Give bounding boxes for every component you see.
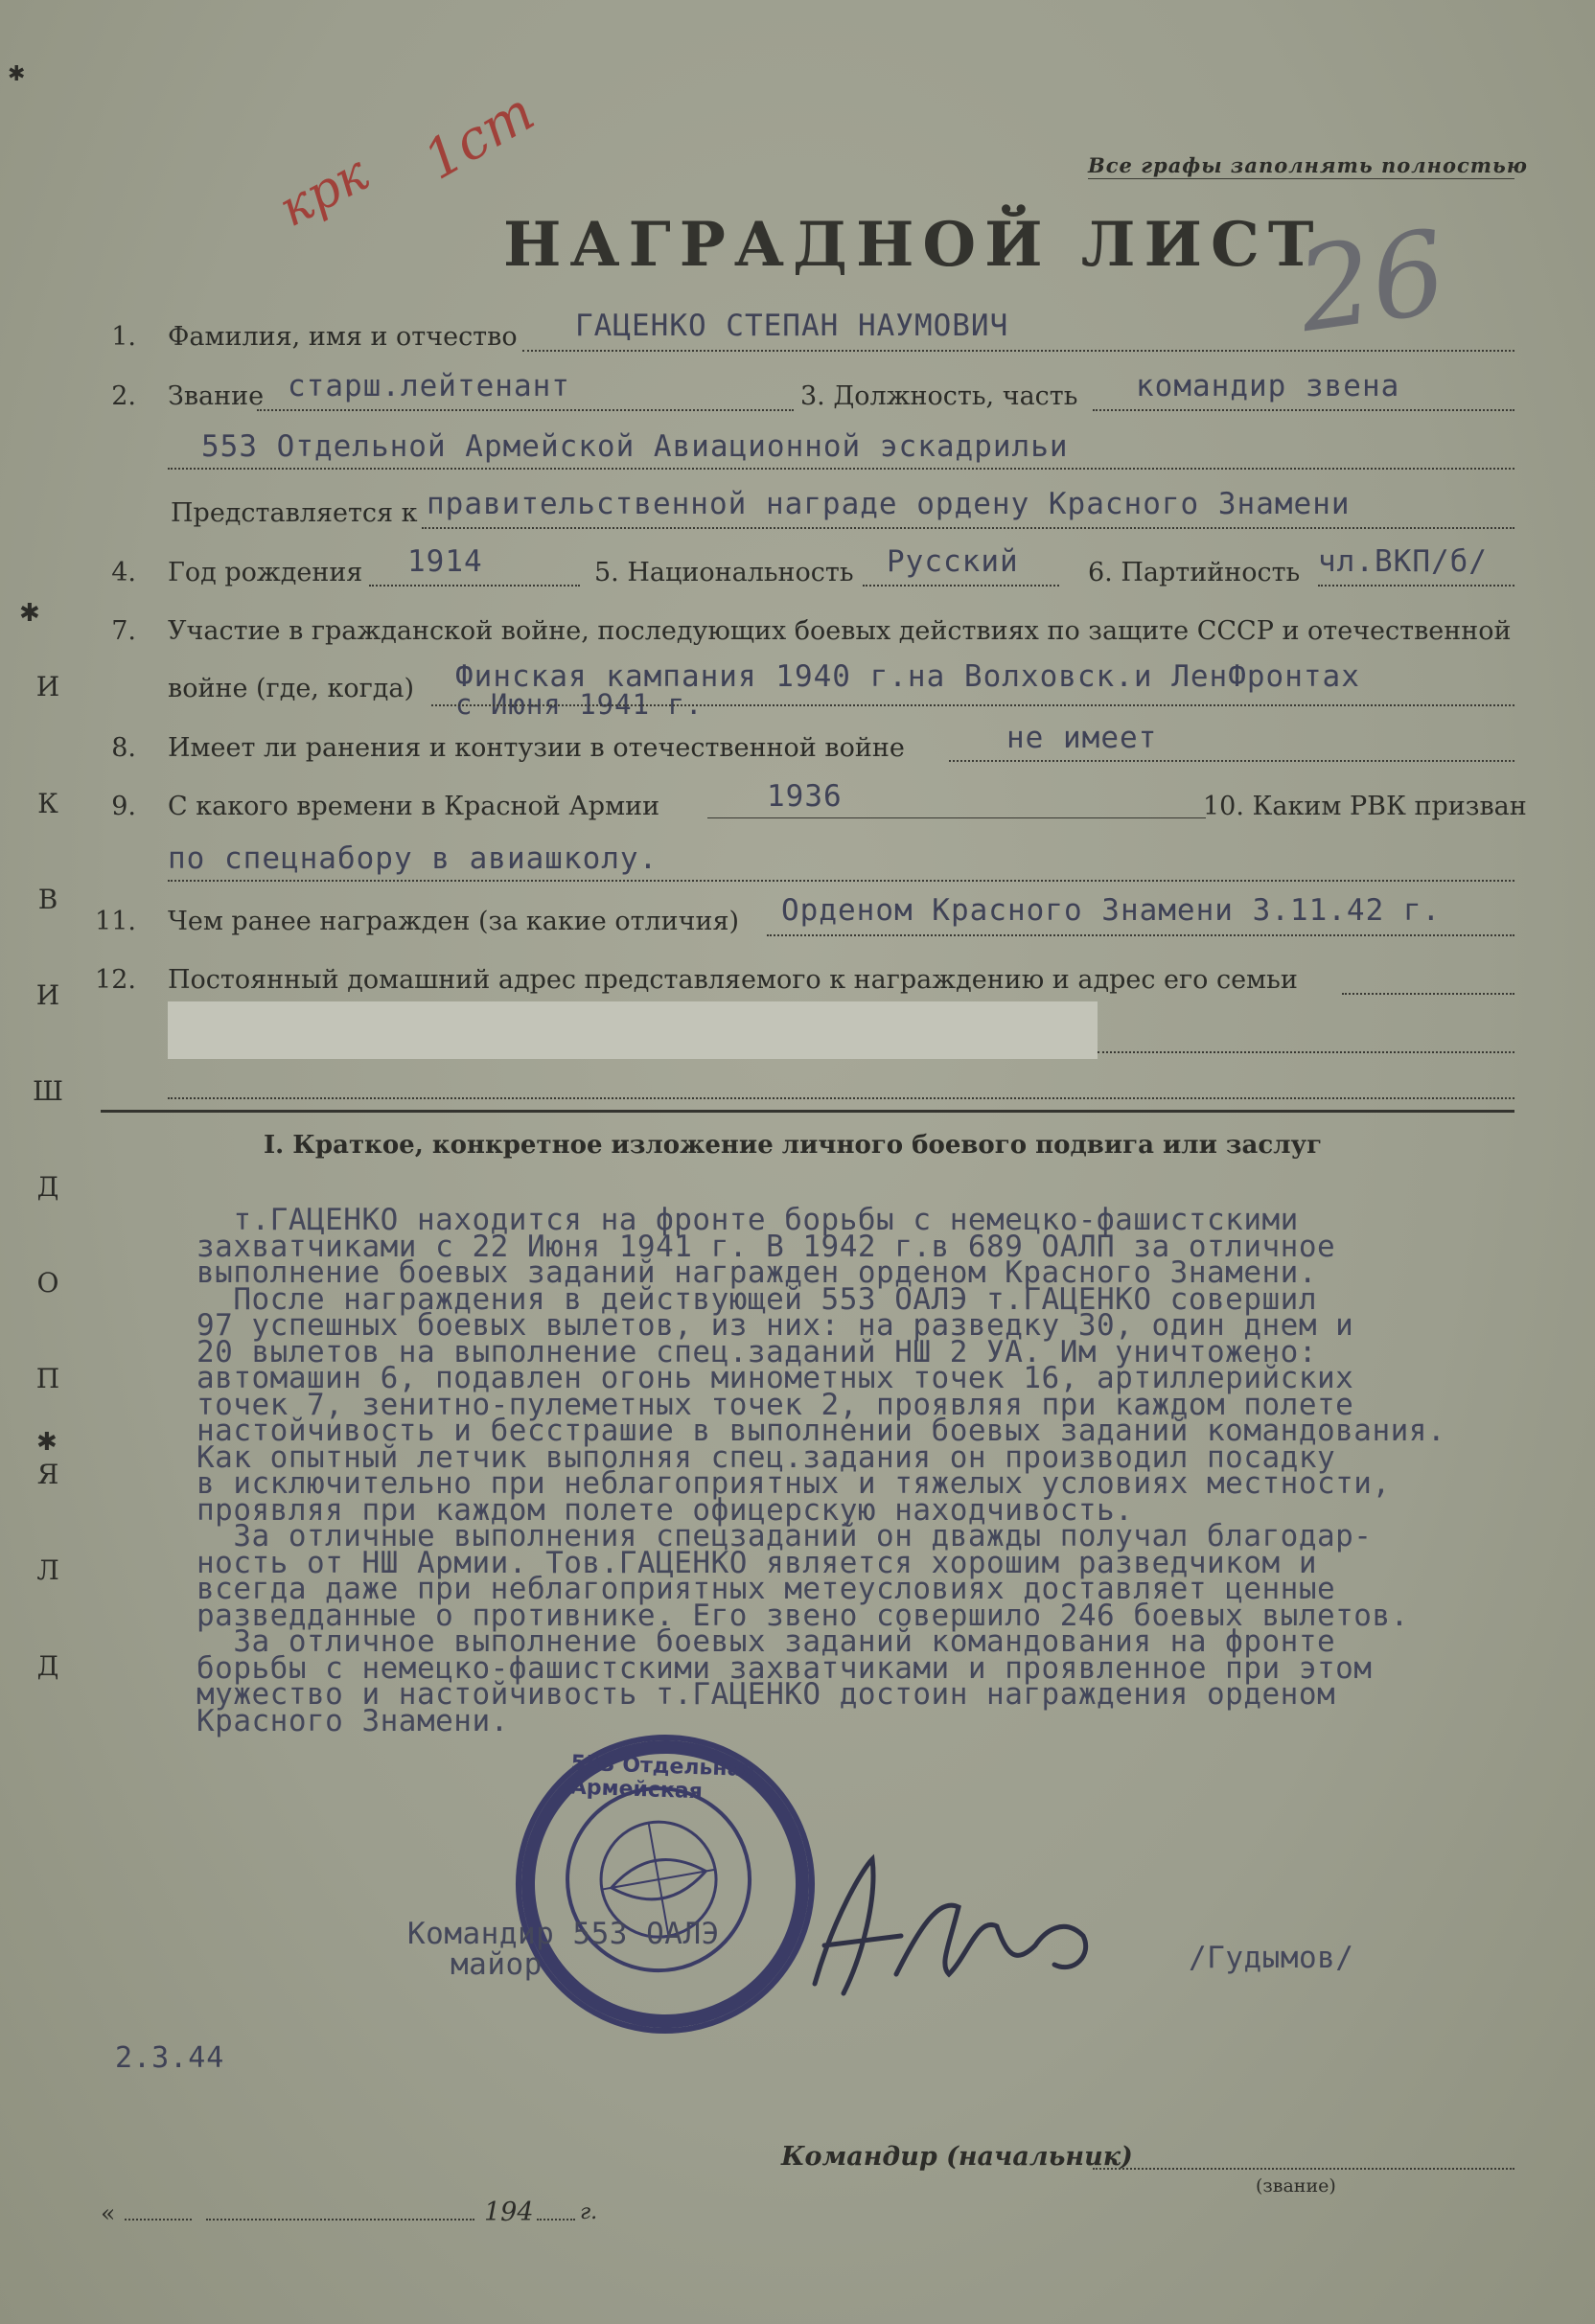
narrative-line: мужество и настойчивость т.ГАЦЕНКО достоин награждения орденом (196, 1677, 1336, 1712)
margin-letter: О (36, 1267, 59, 1299)
rank-caption: (звание) (1256, 2175, 1336, 2197)
handwritten-note-right: 1ст (413, 81, 545, 193)
margin-letter: Д (36, 1171, 59, 1203)
field-8-number: 8. (111, 733, 136, 763)
narrative-line: выполнение боевых заданий награжден орденом Красного Знамени. (196, 1255, 1317, 1290)
field-9-number: 9. (111, 792, 136, 821)
year-suffix: г. (580, 2200, 598, 2224)
field-1-number: 1. (111, 322, 136, 352)
narrative-text (196, 1203, 1446, 1738)
signatory-title: Командир 553 ОАЛЭ (407, 1917, 720, 1951)
field-6-value: чл.ВКП/б/ (1318, 544, 1488, 579)
field-7-label: Участие в гражданской войне, последующих боевых действиях по защите СССР и отечественной (168, 616, 1512, 646)
narrative-line: всегда даже при неблагоприятных метеусловиях доставляет ценные (196, 1572, 1336, 1606)
field-12-label: Постоянный домашний адрес представляемого к награждению и адрес его семьи (168, 965, 1298, 995)
signatory-name: /Гудымов/ (1189, 1941, 1354, 1975)
narrative-line: ность от НШ Армии. Тов.ГАЦЕНКО является хорошим разведчиком и (196, 1545, 1317, 1580)
margin-letter: К (37, 788, 58, 819)
document-date: 2.3.44 (115, 2041, 225, 2075)
narrative-line: Как опытный летчик выполняя спец.задания он производил посадку (196, 1439, 1336, 1475)
handwritten-signature (805, 1840, 1121, 2022)
punch-mark-icon: ✱ (36, 1428, 58, 1457)
field-11-number: 11. (95, 907, 136, 936)
narrative-line: После награждения в действующей 553 ОАЛЭ т.ГАЦЕНКО совершил (196, 1281, 1317, 1317)
field-2-number: 2. (111, 381, 136, 411)
field-5-value: Русский (887, 544, 1019, 579)
field-6-label: 6. Партийность (1088, 558, 1301, 587)
section-heading: I. Краткое, конкретное изложение личного боевого подвига или заслуг (264, 1131, 1323, 1160)
narrative-line: Красного Знамени. (196, 1703, 509, 1738)
date-quote: « (101, 2199, 116, 2227)
margin-letter: Д (36, 1650, 59, 1682)
field-8-value: не имеет (1006, 721, 1158, 755)
margin-letter: И (35, 979, 60, 1011)
official-seal (492, 1711, 838, 2057)
narrative-line: За отличные выполнения спецзаданий он дважды получал благодар- (196, 1519, 1373, 1553)
field-4-label: Год рождения (168, 558, 363, 587)
signatory-rank: майор (451, 1947, 543, 1982)
field-1-label: Фамилия, имя и отчество (168, 322, 518, 352)
page-title: НАГРАДНОЙ ЛИСТ (503, 209, 1323, 281)
narrative-line: захватчиками с 22 Июня 1941 г. В 1942 г.в 689 ОАЛП за отличное (196, 1229, 1336, 1264)
field-11-label: Чем ранее награжден (за какие отличия) (168, 907, 740, 936)
punch-mark-icon: ✱ (19, 599, 40, 628)
narrative-line: борьбы с немецко-фашистскими захватчиками и проявленное при этом (196, 1650, 1373, 1686)
narrative-line: настойчивость и бесстрашие в выполнении боевых заданий командования. (196, 1414, 1446, 1448)
field-3-label: 3. Должность, часть (800, 381, 1078, 411)
field-10-value: по спецнабору в авиашколу. (168, 841, 659, 876)
field-9-label: С какого времени в Красной Армии (168, 792, 660, 821)
handwritten-mark-number: 26 (1290, 206, 1454, 358)
field-7-number: 7. (111, 616, 136, 646)
narrative-line: автомашин 6, подавлен огонь минометных точек 16, артиллерийских (196, 1361, 1354, 1395)
header-instruction: Все графы заполнять полностью (1088, 153, 1528, 177)
field-12-number: 12. (95, 965, 136, 995)
narrative-line: За отличное выполнение боевых заданий командования на фронте (196, 1624, 1336, 1659)
field-1-value: ГАЦЕНКО СТЕПАН НАУМОВИЧ (575, 309, 1009, 343)
field-4-number: 4. (111, 558, 136, 587)
field-2-value: старш.лейтенант (288, 369, 570, 403)
narrative-line: проявляя при каждом полете офицерскую находчивость. (196, 1492, 1134, 1528)
field-3-value-cont: 553 Отдельной Армейской Авиационной эскадрильи (201, 429, 1069, 464)
margin-letter: П (35, 1363, 60, 1394)
narrative-line: точек 7, зенитно-пулеметных точек 2, проявляя при каждом полете (196, 1387, 1354, 1422)
punch-mark-icon: ✱ (8, 62, 26, 86)
redacted-address (168, 1001, 1098, 1059)
presented-value: правительственной награде ордену Красного Знамени (427, 487, 1351, 521)
margin-letter: В (37, 884, 58, 915)
narrative-line: в исключительно при неблагоприятных и тяжелых условиях местности, (196, 1466, 1391, 1501)
field-9-value: 1936 (767, 779, 843, 814)
field-7-value-line2: с Июня 1941 г. (455, 688, 704, 721)
commander-label: Командир (начальник) (781, 2142, 1133, 2172)
year-prefix: 194 (484, 2197, 534, 2227)
field-7-value-line1: Финская кампания 1940 г.на Волховск.и ЛенФронтах (455, 659, 1360, 694)
narrative-line: т.ГАЦЕНКО находится на фронте борьбы с немецко-фашистскими (196, 1203, 1299, 1237)
field-4-value: 1914 (407, 544, 483, 579)
field-7-label-cont: войне (где, когда) (168, 674, 414, 703)
field-2-label: Звание (168, 381, 265, 411)
field-8-label: Имеет ли ранения и контузии в отечественной войне (168, 733, 905, 763)
field-3-value: командир звена (1136, 369, 1400, 403)
handwritten-note-left: крк (269, 145, 378, 239)
margin-letter: Ш (33, 1075, 63, 1107)
field-5-label: 5. Национальность (594, 558, 854, 587)
field-10-label: 10. Каким РВК призван (1203, 792, 1527, 821)
narrative-line: разведданные о противнике. Его звено совершило 246 боевых вылетов. (196, 1598, 1409, 1633)
narrative-line: 97 успешных боевых вылетов, из них: на разведку 30, один днем и (196, 1308, 1354, 1343)
margin-letter: Л (36, 1554, 59, 1586)
seal-text: 553 Отдельная Армейская (569, 1751, 755, 1805)
field-11-value: Орденом Красного Знамени 3.11.42 г. (781, 893, 1442, 928)
narrative-line: 20 вылетов на выполнение спец.заданий НШ 2 УА. Им уничтожено: (196, 1334, 1317, 1369)
margin-letter: И (35, 671, 60, 702)
margin-letter: Я (36, 1459, 59, 1490)
presented-label: Представляется к (171, 498, 418, 528)
